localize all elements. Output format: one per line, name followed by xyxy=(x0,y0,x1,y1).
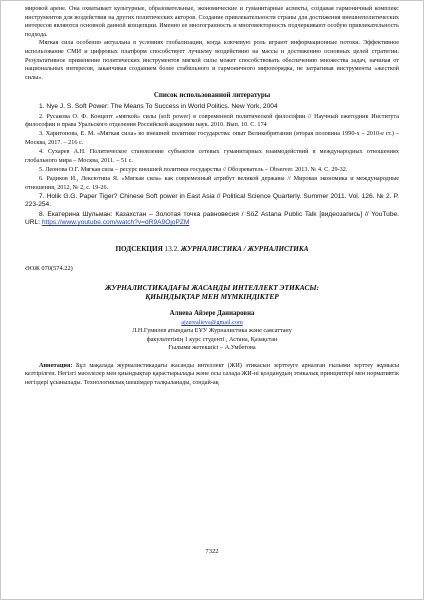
reference-item: 7. Holik G.G. Paper Tiger? Chinese Soft power in East Asia // Political Science Quarterly. Summer 2011. Vol. 126. № 2. P. 223-254. xyxy=(25,192,399,209)
page-number: 7322 xyxy=(205,548,219,555)
affiliation-line: факультетінің 1 курс студенті , Астана, Қазақстан xyxy=(146,335,278,343)
udc-code: ӘОЖ 070(574.22) xyxy=(25,264,73,272)
section-label: ПОДСЕКЦИЯ xyxy=(115,244,165,253)
abstract xyxy=(25,362,399,388)
abstract-label: Аннотация: xyxy=(39,361,73,369)
reference-item: 4. Сухарев А.Н. Политическое становление субъектов сетевых гуманитарных взаимодействий в международных отношениях глобального мира – Москва, 2011. – 51 с. xyxy=(25,148,399,164)
article-title-line: ҚИЫНДЫҚТАР МЕН МҮМКІНДІКТЕР xyxy=(145,292,279,302)
reference-item: 1. Nye J. S. Soft Power: The Means To Success in World Politics. New York, 2004 xyxy=(39,103,278,111)
author-email-link[interactable]: ajzerealieva@gmail.com xyxy=(181,319,243,326)
reference-item: 3. Харитонова, Е. М. «Мягкая сила» во внешней политике государства: опыт Великобритании (вторая половина 1990-х – 2010-е гг.) – Москва, 2017. – 216 с. xyxy=(25,130,399,146)
article-title-line: ЖУРНАЛИСТИКАДАҒЫ ЖАСАНДЫ ИНТЕЛЛЕКТ ЭТИКАСЫ: xyxy=(104,282,320,292)
author-email-line xyxy=(25,319,399,326)
section-number: 13.2. xyxy=(164,244,179,253)
references-title: Список использованной литературы xyxy=(153,91,271,100)
reference-item: 2. Русакова О. Ф. Концепт «мягкой» силы (soft power) в современной политической философии // Научный ежегодник Института философии и права Уральского отделения Российской академии наук. 2010. Вып. 10. С. 174 xyxy=(25,112,399,129)
affiliation xyxy=(25,327,399,353)
affiliation-line: Л.Н.Гумилев атындағы ЕҰУ Журналистика және саясаттану xyxy=(132,327,292,334)
intro-paragraph-2: Мягкая сила особенно актуальна в условиях глобализации, когда ключевую роль играют информационные потоки. Эффективное использование СМИ и цифровых платформ способствует лучшему воздействию на массы и достижению основных целей стратегии. Результативное применение политических инструментов мягкой силы может способствовать обеспечению множества задач, начиная от национальных интересов, заканчивая созданием более стабильного и гармоничного миропорядка, не затрагивая инструменты «жесткой силы». xyxy=(25,39,399,81)
section-title: ЖУРНАЛИСТИКА / ЖУРНАЛИСТИКА xyxy=(178,244,309,253)
author-name: Алиева Айзере Даниаровна xyxy=(169,310,255,317)
article-title xyxy=(25,283,399,302)
reference-text: 8. Екатерина Шульман: Казахстан – Золотая точка равновесия / SöZ Astana Public Talk [видеозапись] // YouTube. URL: xyxy=(25,210,399,227)
reference-item: 6. Радиков И., Лексютина Я. «Мягкая сила» как современный атрибут великой державы // Мировая экономика и международные отношения, 2012, № 2, с. 19-26. xyxy=(25,175,399,191)
reference-item-with-link xyxy=(25,211,399,228)
youtube-link[interactable]: https://www.youtube.com/watch?v=dR9A9OjoPZM xyxy=(41,219,190,227)
reference-item: 5. Леонова О.Г. Мягкая сила – ресурс внешней политики государства // Обозреватель – Observer. 2013. № 4. С. 29-32. xyxy=(39,165,348,173)
references-list xyxy=(25,103,399,227)
abstract-text: Бұл мақалада журналистикадағы жасанды интеллект (ЖИ) этикасын зерттеуге арналған ғылыми зерттеу жұмысы келтірілген. Негізгі мәселелер мен қиындықтар қарастырылады және осы салада ЖИ-ні қолданудың этикалық принциптері мен нормативтік негіздері ұсынылады. Технологиялық шешімдер талқыланады, сондай-ақ xyxy=(25,361,399,386)
affiliation-line: Ғылыми жетекшісі – А.Умбетова xyxy=(168,344,256,352)
intro-paragraph-1: мировой арене. Она охватывает культурные, образовательные, экономические и гуманитарные аспекты, создавая гармоничный комплекс инструментов для воздействия на других политических акторов. Создание привлекательности страны для достижения внешнеполитических интересов являются основной данной концепции. Именно ее многогранность и многовекторность подчеркивают особую привлекательность подхода. xyxy=(25,5,399,38)
section-heading xyxy=(25,245,399,253)
